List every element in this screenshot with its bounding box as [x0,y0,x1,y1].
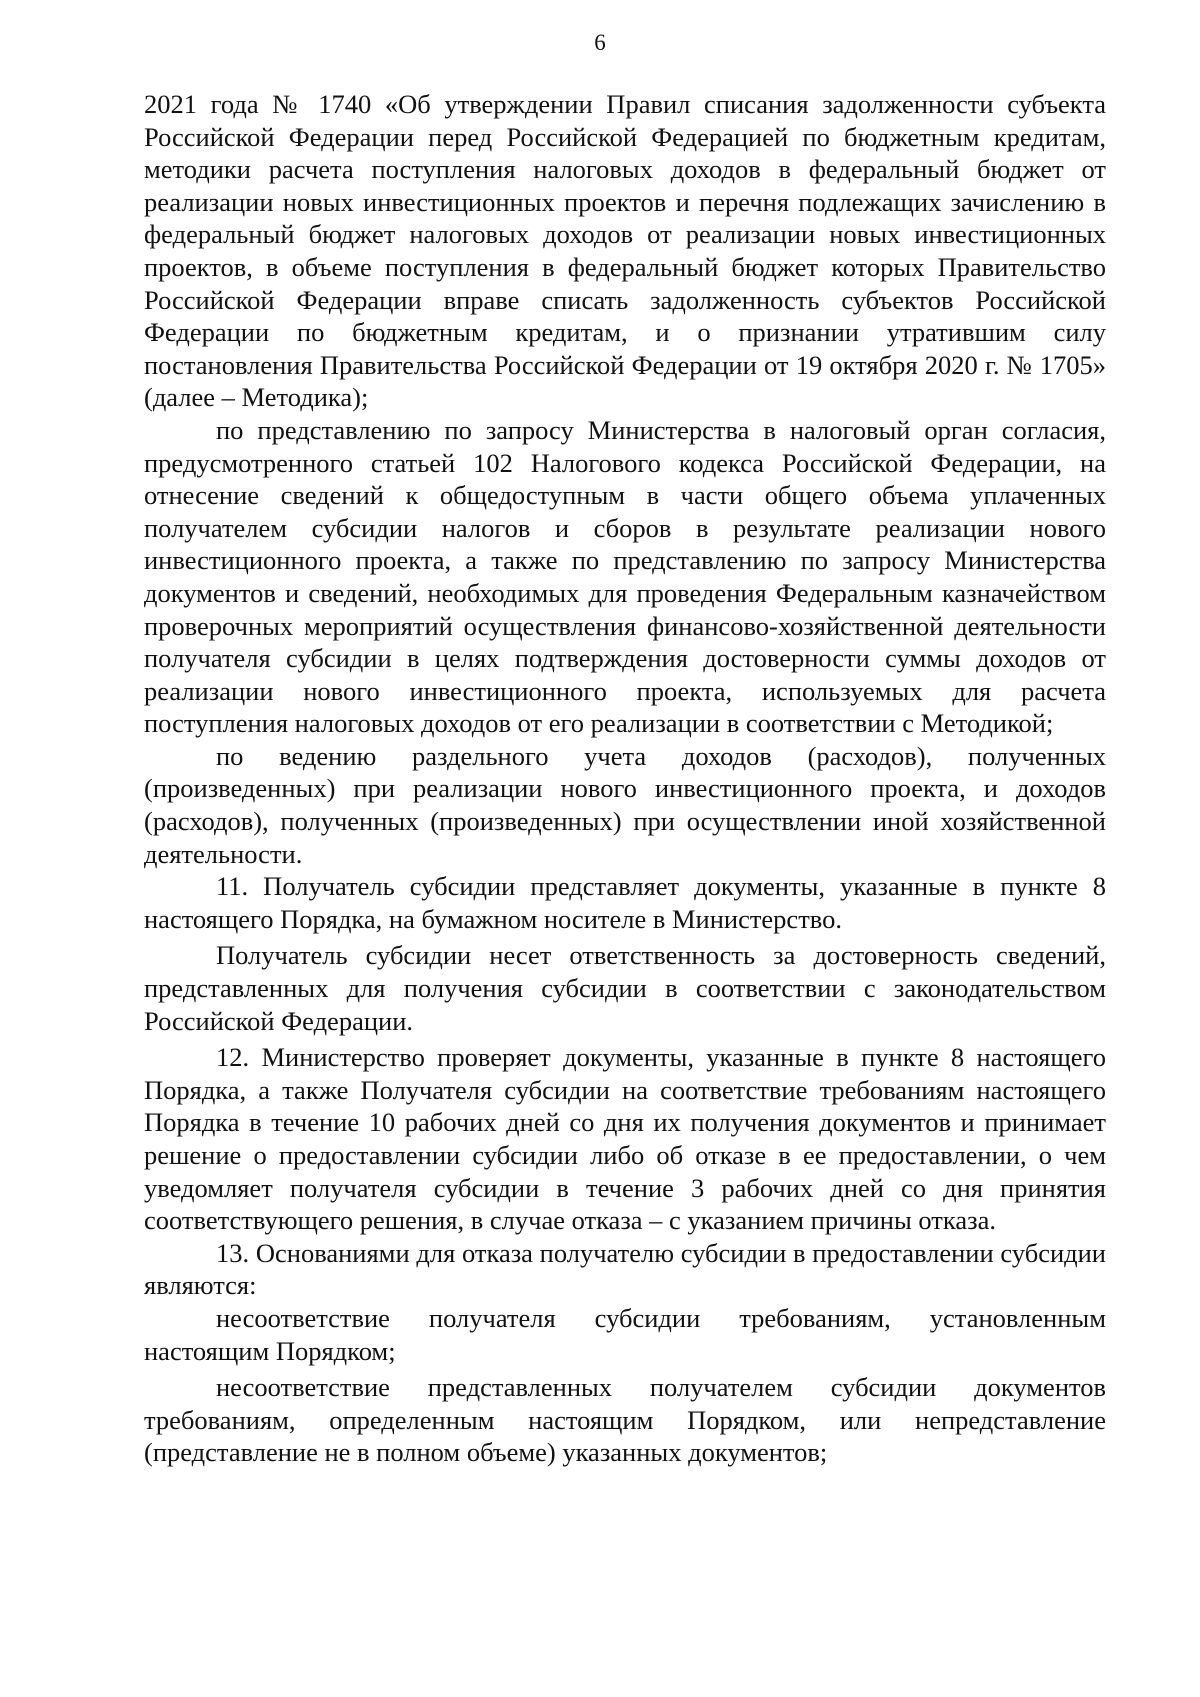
document-body [144,88,1106,1469]
paragraph-item-13: 13. Основаниями для отказа получателю субсидии в предоставлении субсидии являются: [144,1237,1106,1301]
paragraph-responsibility: Получатель субсидии несет ответственность за достоверность сведений, представленных для получения субсидии в соответствии с законодательством Российской Федерации. [144,940,1106,1036]
page-number: 6 [594,30,606,55]
paragraph-item-12: 12. Министерство проверяет документы, указанные в пункте 8 настоящего Порядка, а также Получателя субсидии на соответствие требованиям настоящего Порядка в течение 10 рабочих дней со дня их получения документов и принимает решение о предоставлении субсидии либо об отказе в ее предоставлении, о чем уведомляет получателя субсидии в течение 3 рабочих дней со дня принятия соответствующего решения, в случае отказа – с указанием причины отказа. [144,1042,1106,1236]
paragraph-tax-consent: по представлению по запросу Министерства в налоговый орган согласия, предусмотренного статьей 102 Налогового кодекса Российской Федерации, на отнесение сведений к общедоступным в части общего объема уплаченных получателем субсидии налогов и сборов в результате реализации нового инвестиционного проекта, а также по представлению по запросу Министерства документов и сведений, необходимых для проведения Федеральным казначейством проверочных мероприятий осуществления финансово-хозяйственной деятельности получателя субсидии в целях подтверждения достоверности суммы доходов от реализации нового инвестиционного проекта, используемых для расчета поступления налоговых доходов от его реализации в соответствии с Методикой; [144,414,1106,739]
paragraph-refusal-ground-2: несоответствие представленных получателем субсидии документов требованиям, определенным настоящим Порядком, или непредставление (представление не в полном объеме) указанных документов; [144,1372,1106,1468]
paragraph-methodology-reference: 2021 года № 1740 «Об утверждении Правил списания задолженности субъекта Российской Федерации перед Российской Федерацией по бюджетным кредитам, методики расчета поступления налоговых доходов в федеральный бюджет от реализации новых инвестиционных проектов и перечня подлежащих зачислению в федеральный бюджет налоговых доходов от реализации новых инвестиционных проектов, в объеме поступления в федеральный бюджет которых Правительство Российской Федерации вправе списать задолженность субъектов Российской Федерации по бюджетным кредитам, и о признании утратившим силу постановления Правительства Российской Федерации от 19 октября 2020 г. № 1705» (далее – Методика); [144,89,1106,413]
paragraph-separate-accounting: по ведению раздельного учета доходов (расходов), полученных (произведенных) при реализации нового инвестиционного проекта, и доходов (расходов), полученных (произведенных) при осуществлении иной хозяйственной деятельности. [144,740,1106,869]
paragraph-refusal-ground-1: несоответствие получателя субсидии требованиям, установленным настоящим Порядком; [144,1302,1106,1366]
paragraph-item-11: 11. Получатель субсидии представляет документы, указанные в пункте 8 настоящего Порядка, на бумажном носителе в Министерство. [144,871,1106,934]
